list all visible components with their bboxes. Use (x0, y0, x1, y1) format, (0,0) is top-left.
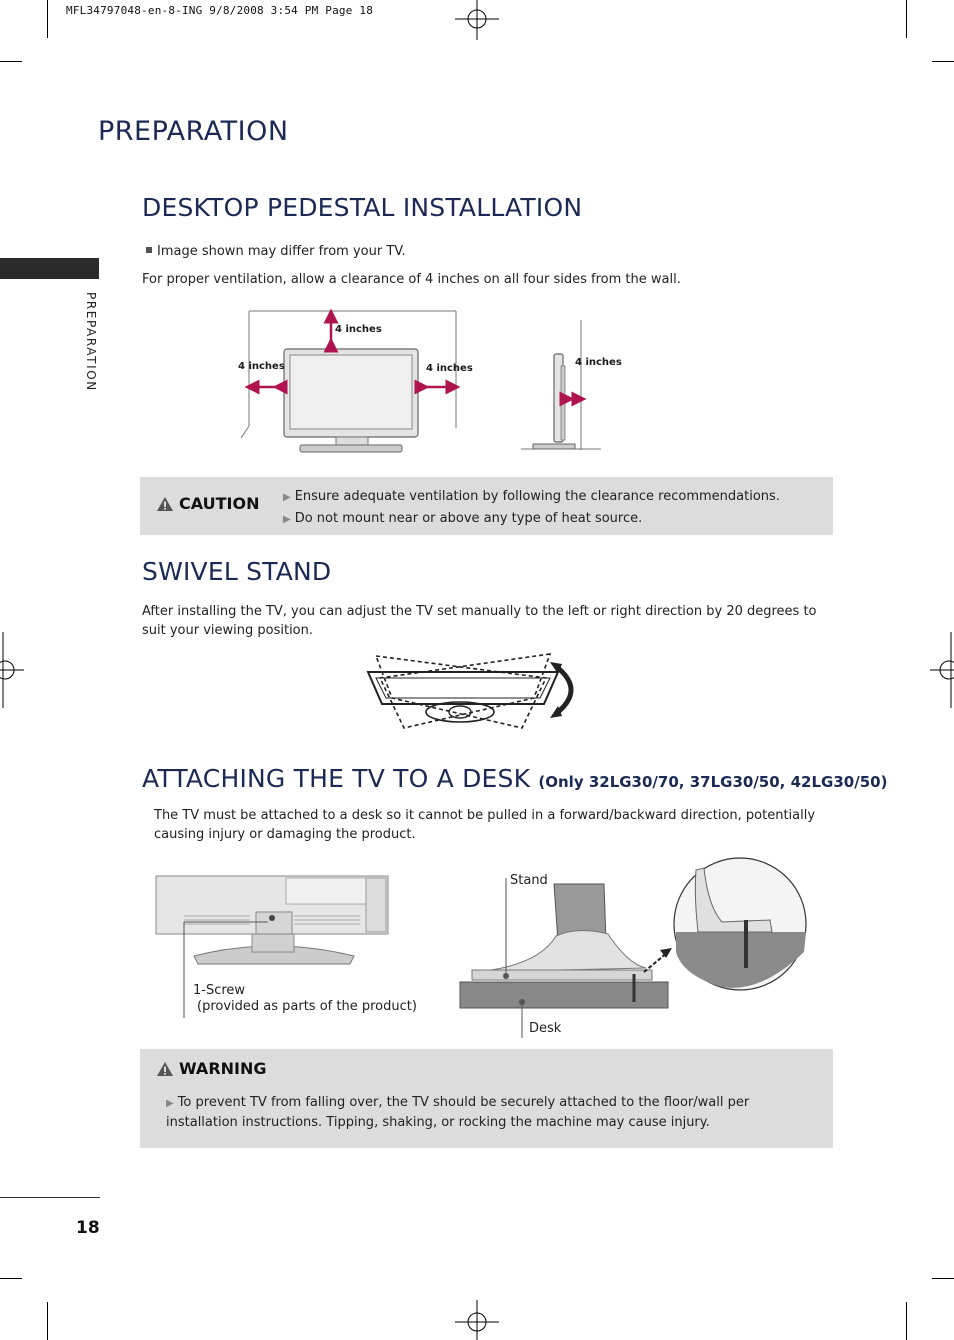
warning-triangle-icon (156, 1061, 174, 1077)
crop-mark (0, 61, 22, 62)
crop-mark (932, 61, 954, 62)
desktop-text: For proper ventilation, allow a clearance of 4 inches on all four sides from the wall. (142, 272, 681, 287)
desktop-note (146, 242, 406, 261)
warning-label-text: WARNING (179, 1059, 267, 1078)
crop-mark (0, 1278, 22, 1279)
crop-mark (932, 1278, 954, 1279)
desktop-heading: DESKTOP PEDESTAL INSTALLATION (142, 193, 583, 222)
caution-item (283, 487, 780, 507)
clearance-label-right: 4 inches (426, 363, 473, 374)
page-number: 18 (76, 1218, 100, 1238)
crop-mark (47, 1302, 48, 1340)
screw-note: (provided as parts of the product) (197, 999, 417, 1014)
warning-triangle-icon (156, 496, 174, 512)
arrow-bullet-icon: ▶ (283, 492, 291, 503)
caution-label-text: CAUTION (179, 494, 260, 513)
side-tab (0, 258, 99, 279)
attach-text: The TV must be attached to a desk so it cannot be pulled in a forward/backward direction, potentially causing injury or damaging the product. (154, 808, 816, 842)
stand-label: Stand (510, 873, 548, 888)
caution-item (283, 509, 642, 529)
desk-label: Desk (529, 1021, 562, 1036)
arrow-bullet-icon: ▶ (166, 1098, 174, 1109)
desktop-note-text: Image shown may differ from your TV. (157, 244, 406, 259)
warning-box (140, 1049, 833, 1148)
crop-mark (906, 0, 907, 38)
attach-heading-text: ATTACHING THE TV TO A DESK (142, 764, 531, 793)
warning-item (166, 1093, 806, 1132)
footer-rule (0, 1197, 100, 1198)
clearance-label-top: 4 inches (335, 324, 382, 335)
clearance-label-back: 4 inches (575, 357, 622, 368)
caution-label (156, 494, 259, 513)
screw-label: 1-Screw (193, 983, 246, 998)
caution-item-text: Do not mount near or above any type of heat source. (294, 511, 643, 526)
caution-box (140, 477, 833, 535)
swivel-heading: SWIVEL STAND (142, 557, 332, 586)
swivel-text: After installing the TV, you can adjust the TV set manually to the left or right direction by 20 degrees to suit your viewing position. (142, 604, 817, 638)
registration-mark (455, 0, 499, 40)
crop-mark (47, 0, 48, 38)
clearance-label-left: 4 inches (238, 361, 285, 372)
square-bullet-icon (146, 247, 152, 253)
swivel-diagram (362, 648, 586, 732)
crop-mark (906, 1302, 907, 1340)
attach-models: (Only 32LG30/70, 37LG30/50, 42LG30/50) (538, 773, 888, 791)
print-header: MFL34797048-en-8-ING 9/8/2008 3:54 PM Page 18 (66, 4, 374, 17)
registration-mark (930, 632, 954, 708)
clearance-diagram (236, 306, 616, 458)
page-title: PREPARATION (98, 116, 289, 147)
arrow-bullet-icon: ▶ (283, 514, 291, 525)
side-section-label: PREPARATION (84, 292, 98, 392)
registration-mark (455, 1300, 499, 1340)
attach-heading (142, 764, 887, 793)
registration-mark (0, 632, 24, 708)
warning-label (156, 1059, 267, 1078)
warning-text: To prevent TV from falling over, the TV should be securely attached to the floor/wall per installation instructions. Tipping, shaking, or rocking the machine may cause injury. (166, 1095, 750, 1130)
caution-item-text: Ensure adequate ventilation by following the clearance recommendations. (294, 489, 780, 504)
